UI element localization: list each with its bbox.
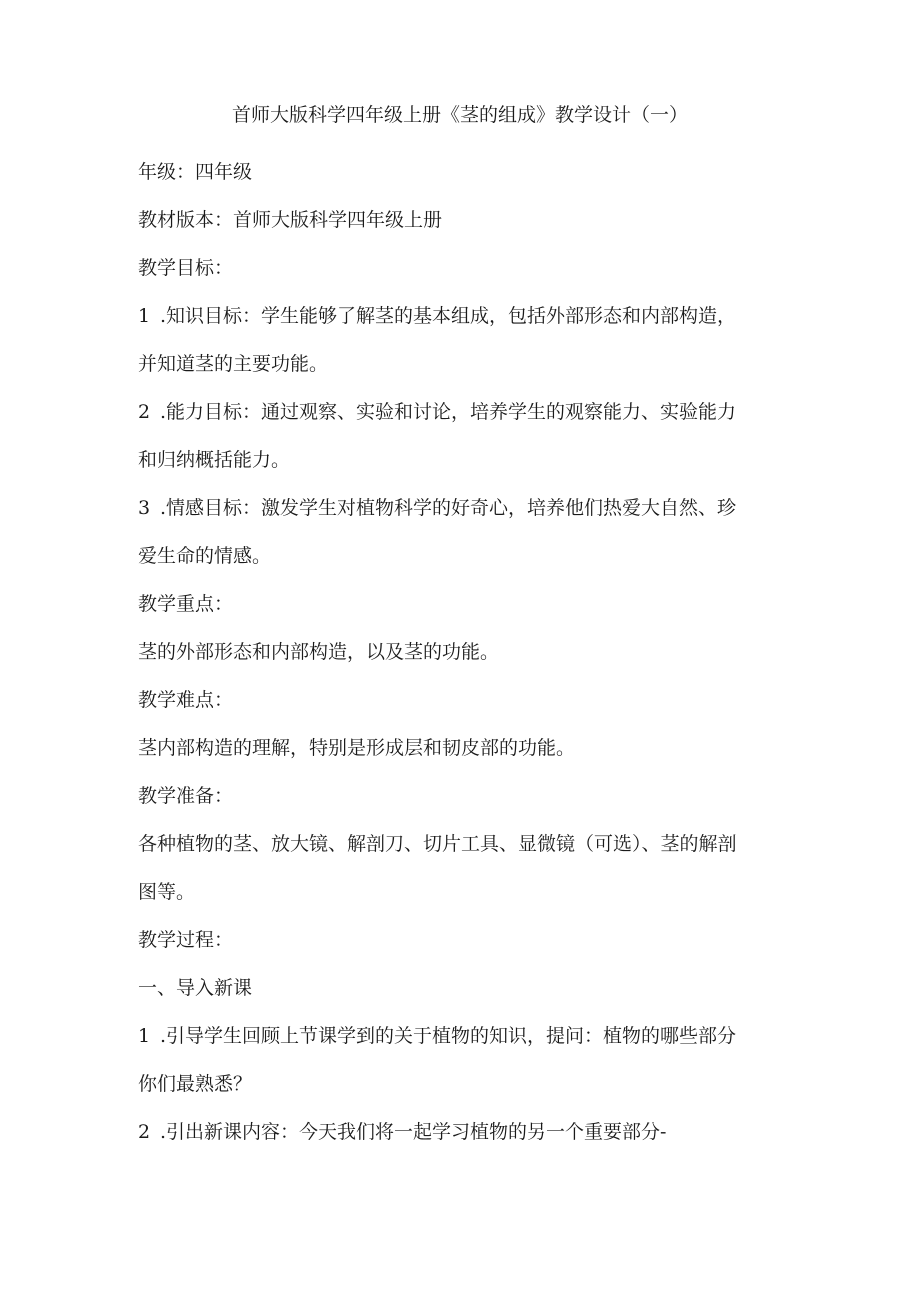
section-heading: 教学准备： (138, 785, 234, 807)
list-number: 1 (138, 1025, 151, 1047)
list-number: 3 (138, 497, 151, 519)
list-item: 2 .引出新课内容：今天我们将一起学习植物的另一个重要部分- (138, 1108, 788, 1156)
text-line: 各种植物的茎、放大镜、解剖刀、切片工具、显微镜（可选）、茎的解剖 (138, 833, 737, 855)
text-line: 并知道茎的主要功能。 (138, 353, 329, 375)
text-line: 你们最熟悉？ (138, 1073, 253, 1095)
list-item: 2 .能力目标：通过观察、实验和讨论，培养学生的观察能力、实验能力 (138, 388, 788, 436)
text-line: 教学目标： (138, 257, 234, 279)
list-number: 2 (138, 401, 151, 423)
text-line: 年级：四年级 (138, 161, 253, 183)
document-body (138, 148, 788, 1156)
list-item: 1 .知识目标：学生能够了解茎的基本组成，包括外部形态和内部构造， (138, 292, 788, 340)
list-number: 2 (138, 1121, 151, 1143)
text-line: 爱生命的情感。 (138, 545, 272, 567)
text-line: 茎的外部形态和内部构造，以及茎的功能。 (138, 641, 500, 663)
section-heading: 教学难点： (138, 689, 234, 711)
list-item: 3 .情感目标：激发学生对植物科学的好奇心，培养他们热爱大自然、珍 (138, 484, 788, 532)
section-heading: 教学过程： (138, 929, 234, 951)
text-line: 教材版本：首师大版科学四年级上册 (138, 209, 443, 231)
section-heading: 教学重点： (138, 593, 234, 615)
text-line: 图等。 (138, 881, 196, 903)
text-line: 和归纳概括能力。 (138, 449, 291, 471)
text-line: 茎内部构造的理解，特别是形成层和韧皮部的功能。 (138, 737, 576, 759)
list-item: 1 .引导学生回顾上节课学到的关于植物的知识，提问：植物的哪些部分 (138, 1012, 788, 1060)
subsection-heading: 一、导入新课 (138, 977, 253, 999)
document-title: 首师大版科学四年级上册《茎的组成》教学设计（一） (231, 104, 688, 126)
list-number: 1 (138, 305, 151, 327)
